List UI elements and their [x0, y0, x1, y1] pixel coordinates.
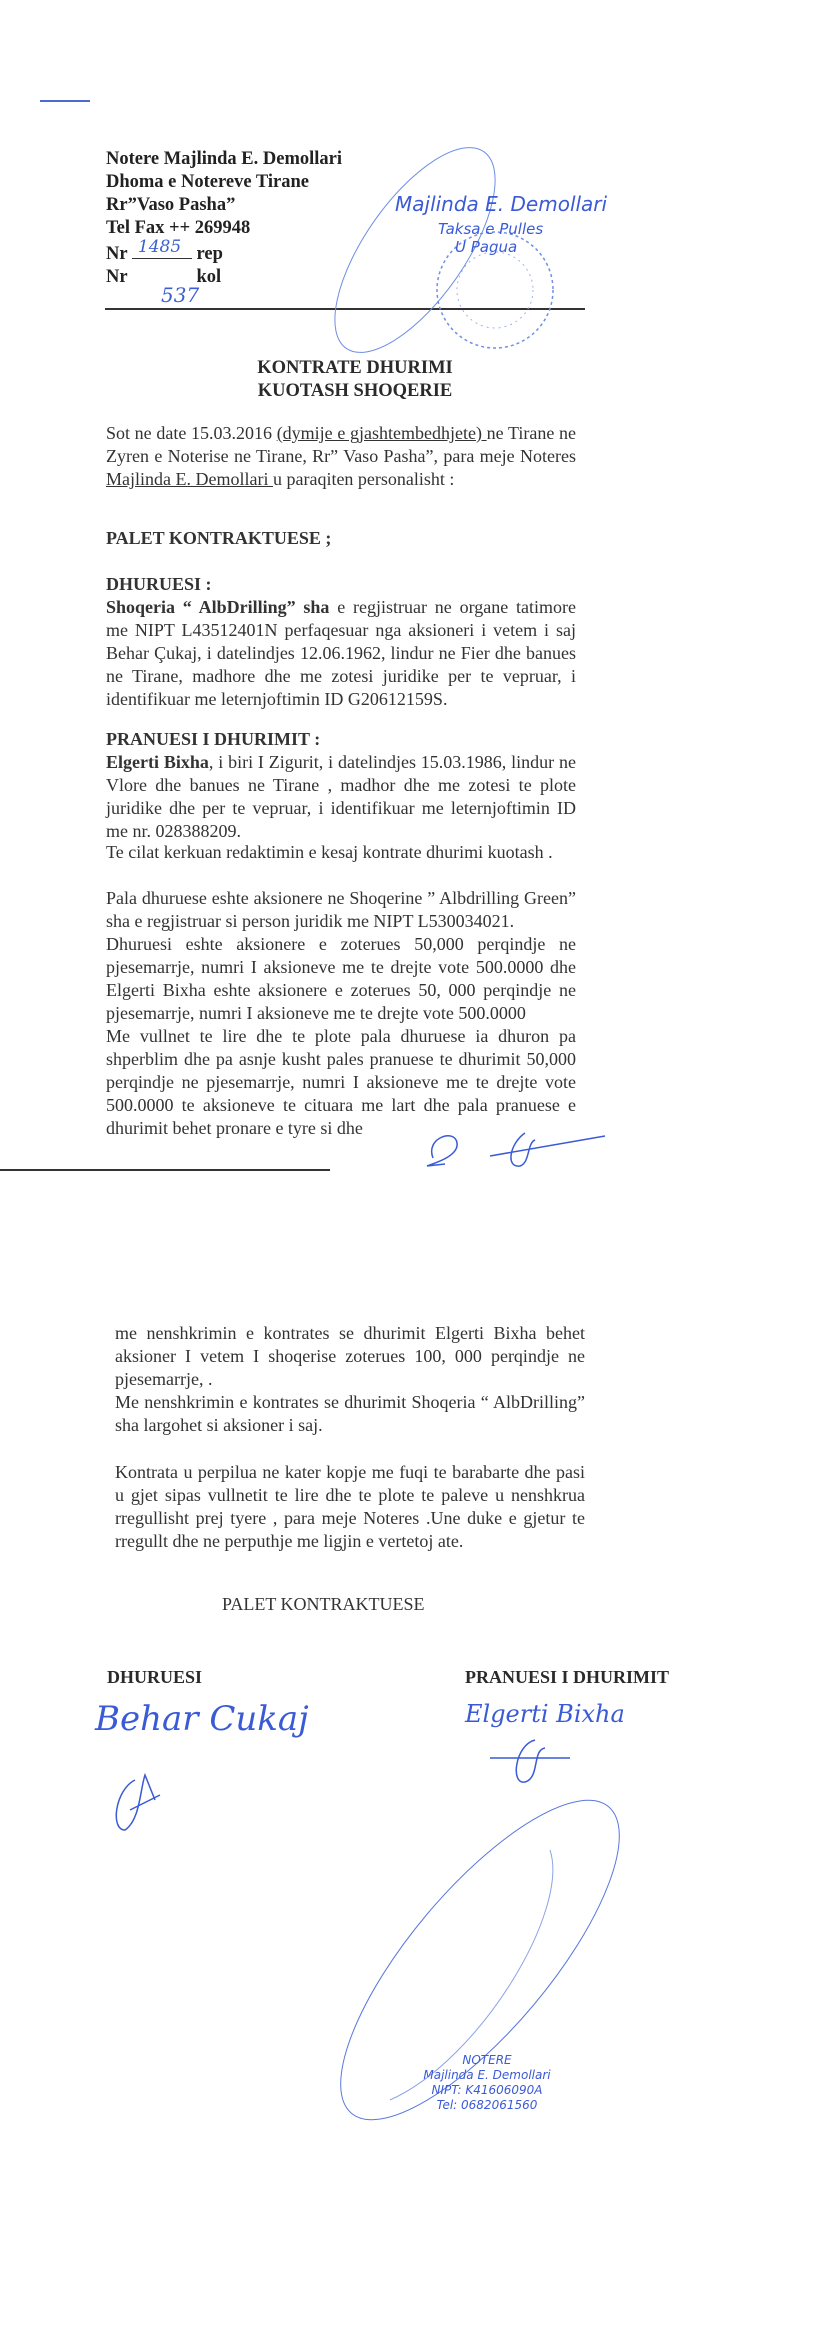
request-paragraph: Te cilat kerkuan redaktimin e kesaj kontrate dhurimi kuotash . — [106, 842, 553, 862]
donor-heading: DHURUESI : — [106, 574, 212, 594]
terms-paragraph-2: Dhuruesi eshte aksionere e zoterues 50,000 perqindje ne pjesemarrje, numri I aksioneve me te drejte vote 500.0000 dhe Elgerti Bixha eshte aksionere e zoterues 50, 000 perqindje ne pjesemarrje, numri I aksioneve me te drejte vote 500.0000 — [106, 934, 576, 1023]
recipient-name: Elgerti Bixha — [106, 752, 209, 772]
parties-label: PALET KONTRAKTUESE — [222, 1594, 425, 1614]
rep-label: rep — [196, 244, 223, 264]
parties-heading: PALET KONTRAKTUESE ; — [106, 528, 332, 548]
recipient-signature-label: PRANUESI I DHURIMIT — [465, 1667, 670, 1687]
stamp-notary-name: Majlinda E. Demollari — [395, 192, 608, 216]
recipient-signature-text: Elgerti Bixha — [465, 1700, 625, 1728]
stamp-paid: U Pagua — [455, 238, 518, 256]
recipient-section — [106, 728, 576, 843]
notary-phone: Tel Fax ++ 269948 — [106, 218, 251, 238]
notary-chamber: Dhoma e Notereve Tirane — [106, 172, 309, 192]
intro-text-2: ne Tirane ne Zyren e Noterise ne Tirane, Rr” Vaso Pasha”, para meje Noteres — [106, 423, 576, 466]
kol-label: kol — [196, 267, 222, 287]
notary-header — [106, 148, 343, 307]
intro-text-3: u paraqiten personalisht : — [272, 469, 455, 489]
terms-section — [106, 887, 576, 1140]
intro-notary-name: Majlinda E. Demollari — [106, 469, 273, 489]
intro-paragraph — [106, 422, 576, 491]
donor-name: Shoqeria “ AlbDrilling” sha — [106, 597, 330, 617]
stamp-tax-paid: Taksa e Pulles — [438, 220, 544, 238]
rep-number: 1485 — [137, 237, 182, 257]
contract-title — [0, 357, 710, 403]
recipient-details: , i biri I Zigurit, i datelindjes 15.03.1986, lindur ne Vlore dhe banues ne Tirane , madhor dhe me zotesi te plote juridike dhe per te vepruar, i identifikuar me leternjoftimin ID me nr. 028388209. — [106, 752, 576, 841]
page2-paragraph-3: Kontrata u perpilua ne kater kopje me fuqi te barabarte dhe pasi u gjet sipas vullnetit te lire dhe te plote te paleve u nenshkrua rregullisht prej tyere , para meje Noteres .Une duke e gjetur te rregullt dhe ne perputhje me ligjin e vertetoj ate. — [115, 1462, 585, 1551]
recipient-heading: PRANUESI I DHURIMIT : — [106, 729, 321, 749]
recipient-signature-icon — [460, 1690, 640, 1810]
stamp-notary-title: NOTERE — [462, 2053, 512, 2067]
stamp-notary-fullname: Majlinda E. Demollari — [423, 2068, 551, 2082]
kol-number: 537 — [161, 283, 200, 307]
stamp-nipt: NIPT: K41606090A — [431, 2083, 543, 2097]
nr-label: Nr — [106, 244, 128, 264]
scan-mark — [40, 100, 90, 102]
stamp-phone: Tel: 0682061560 — [436, 2098, 538, 2112]
donor-details: e regjistruar ne organe tatimore me NIPT L43512401N perfaqesuar nga aksioneri i vetem i saj Behar Çukaj, i datelindjes 12.06.1962, lindur ne Fier dhe banues ne Tirane, madhore dhe me zotesi juridike per te vepruar, i identifikuar me leternjoftimin ID G20612159S. — [106, 597, 576, 709]
donor-signature-text: Behar Cukaj — [95, 1699, 309, 1739]
terms-paragraph-1: Pala dhuruese eshte aksionere ne Shoqerine ” Albdrilling Green” sha e regjistruar si person juridik me NIPT L530034021. — [106, 888, 576, 931]
nr-label-2: Nr — [106, 267, 128, 287]
page-break-line — [0, 1169, 330, 1171]
donor-signature-label: DHURUESI — [107, 1667, 203, 1687]
initials-signature-icon — [415, 1128, 605, 1173]
title-line-2: KUOTASH SHOQERIE — [257, 381, 453, 401]
intro-date-words: (dymije e gjashtembedhjete) — [276, 423, 487, 443]
notary-name: Notere Majlinda E. Demollari — [106, 149, 343, 169]
notary-address: Rr”Vaso Pasha” — [106, 195, 236, 215]
title-line-1: KONTRATE DHURIMI — [257, 358, 453, 378]
page2-paragraph-1: me nenshkrimin e kontrates se dhurimit Elgerti Bixha behet aksioner I vetem I shoqerise zoterues 100, 000 perqindje ne pjesemarrje, . — [115, 1323, 585, 1389]
terms-paragraph-3: Me vullnet te lire dhe te plote pala dhuruese ia dhuron pa shperblim dhe pa asnje kusht pales pranuese te dhurimit 50,000 perqindje ne pjesemarrje, numri I aksioneve me te drejte vote 500.0000 te aksioneve te cituara me lart dhe pala pranuese e dhurimit behet pronare e tyre si dhe — [106, 1026, 576, 1138]
page2-paragraph-2: Me nenshkrimin e kontrates se dhurimit Shoqeria “ AlbDrilling” sha largohet si aksioner i saj. — [115, 1392, 585, 1435]
donor-signature-icon — [85, 1690, 309, 1840]
bottom-stamp-text — [412, 2053, 562, 2113]
intro-text: Sot ne date 15.03.2016 — [106, 423, 277, 443]
donor-section — [106, 573, 576, 711]
